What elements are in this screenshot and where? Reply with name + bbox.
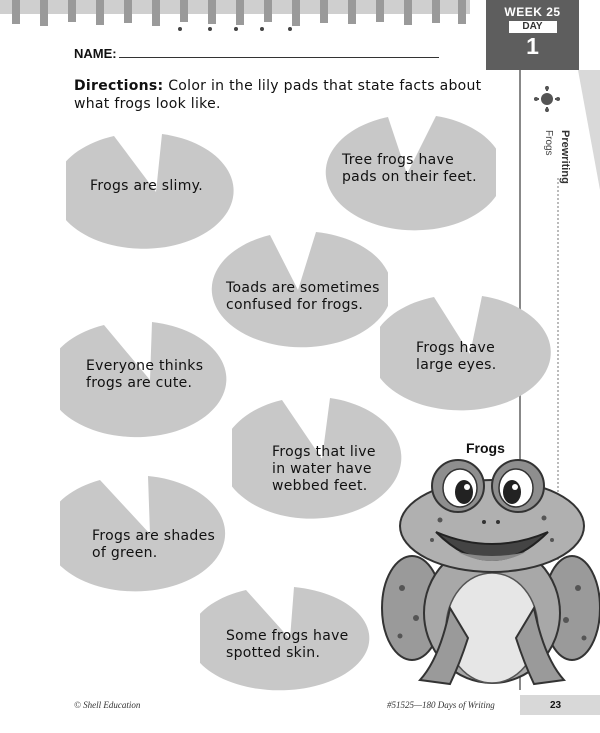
directions bbox=[74, 77, 514, 113]
side-subtitle: Frogs bbox=[543, 130, 554, 156]
lily-pad-text: Some frogs have bbox=[226, 628, 349, 644]
lily-pad-7[interactable] bbox=[60, 472, 240, 596]
illustration-title: Frogs bbox=[466, 440, 505, 456]
lily-pad-text: Toads are sometimes bbox=[226, 280, 380, 296]
lily-pad-text: in water have bbox=[272, 461, 372, 477]
prewriting-icon bbox=[532, 84, 562, 114]
lily-pad-text: large eyes. bbox=[416, 357, 497, 373]
lily-pad-text: Frogs are shades bbox=[92, 528, 216, 544]
name-label: NAME: bbox=[74, 46, 117, 61]
directions-label: Directions: bbox=[74, 78, 164, 94]
directions-text: Color in the lily pads that state facts about what frogs look like. bbox=[74, 78, 482, 112]
lily-pad-text: frogs are cute. bbox=[86, 375, 193, 391]
page-number: 23 bbox=[550, 700, 562, 711]
lily-pad-text: Tree frogs have bbox=[342, 152, 455, 168]
side-title: Prewriting bbox=[559, 130, 571, 184]
lily-pad-text: Frogs have bbox=[416, 340, 496, 356]
name-field-line[interactable] bbox=[119, 57, 439, 58]
copyright: © Shell Education bbox=[74, 700, 141, 710]
week-day-tab bbox=[486, 0, 579, 70]
lily-pad-text: Frogs are slimy. bbox=[90, 178, 204, 194]
frog-illustration bbox=[380, 448, 600, 693]
lily-pad-text: confused for frogs. bbox=[226, 297, 364, 313]
page-corner-decoration bbox=[578, 70, 600, 190]
name-row bbox=[74, 43, 444, 63]
lily-pad-2[interactable] bbox=[318, 112, 496, 236]
day-label: DAY bbox=[509, 21, 557, 33]
book-reference: #51525—180 Days of Writing bbox=[387, 700, 495, 710]
day-number: 1 bbox=[526, 33, 539, 59]
lily-pad-text: of green. bbox=[92, 545, 158, 561]
lily-pad-8[interactable] bbox=[200, 584, 380, 694]
lily-pad-text: Everyone thinks bbox=[86, 358, 204, 374]
fence-decoration bbox=[0, 0, 470, 34]
lily-pad-text: webbed feet. bbox=[272, 478, 368, 494]
lily-pad-text: pads on their feet. bbox=[342, 169, 477, 185]
lily-pad-text: spotted skin. bbox=[226, 645, 321, 661]
week-label: WEEK 25 bbox=[504, 5, 561, 19]
lily-pad-text: Frogs that live bbox=[272, 444, 376, 460]
lily-pad-5[interactable] bbox=[60, 318, 240, 442]
